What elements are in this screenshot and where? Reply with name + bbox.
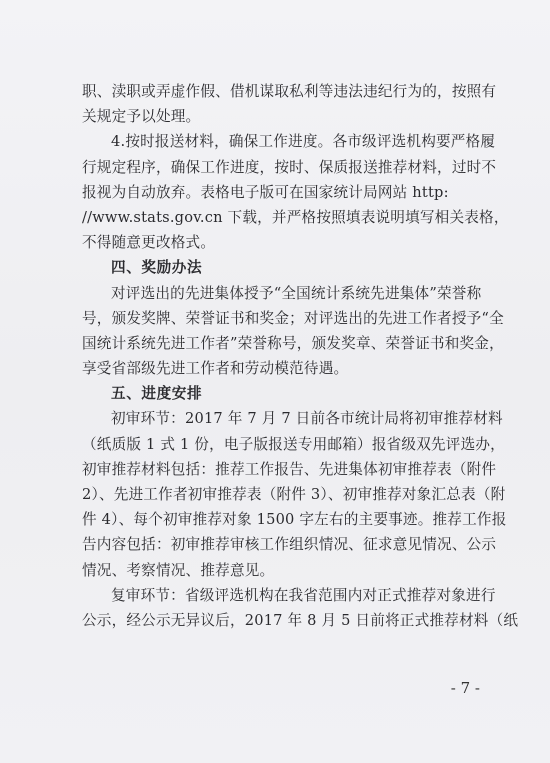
text-line: 件 4）、每个初审推荐对象 1500 字左右的主要事迹。推荐工作报 — [82, 511, 507, 529]
text-line: 职、渎职或弄虚作假、借机谋取私利等违法违纪行为的，按照有 — [82, 83, 497, 100]
text-line: 情况、考察情况、推荐意见。 — [82, 561, 275, 579]
text-line: 享受省部级先进工作者和劳动模范待遇。 — [82, 360, 349, 378]
text-line: 4.按时报送材料，确保工作进度。各市级评选机构要严格履 — [111, 133, 496, 151]
text-line: 初审环节：2017 年 7 月 7 日前各市统计局将初审推荐材料 — [111, 410, 503, 428]
text-line: 国统计系统先进工作者”荣誉称号，颁发奖章、荣誉证书和奖金， — [82, 334, 504, 352]
text-line: //www.stats.gov.cn 下载，并严格按照填表说明填写相关表格， — [82, 208, 509, 226]
text-line: 公示，经公示无异议后，2017 年 8 月 5 日前将正式推荐材料（纸 — [82, 611, 519, 629]
text-line: 告内容包括：初审推荐审核工作组织情况、征求意见情况、公示 — [82, 536, 497, 554]
text-line: 号，颁发奖牌、荣誉证书和奖金；对评选出的先进工作者授予“全 — [82, 309, 504, 327]
text-line: 报视为自动放弃。表格电子版可在国家统计局网站 http: — [82, 183, 449, 201]
text-line: 行规定程序，确保工作进度，按时、保质报送推荐材料，过时不 — [82, 158, 497, 176]
section-heading-schedule: 五、进度安排 — [111, 385, 203, 403]
text-line: 对评选出的先进集体授予“全国统计系统先进集体”荣誉称 — [111, 284, 482, 302]
text-line: （纸质版 1 式 1 份，电子版报送专用邮箱）报省级双先评选办， — [82, 435, 505, 453]
section-heading-rewards: 四、奖励办法 — [111, 259, 203, 277]
text-line: 复审环节：省级评选机构在我省范围内对正式推荐对象进行 — [111, 586, 496, 604]
body-text — [82, 79, 519, 633]
text-line: 2）、先进工作者初审推荐表（附件 3）、初审推荐对象汇总表（附 — [82, 486, 506, 503]
page-number: - 7 - — [450, 679, 480, 697]
text-line: 不得随意更改格式。 — [82, 234, 216, 252]
text-line: 初审推荐材料包括：推荐工作报告、先进集体初审推荐表（附件 — [82, 460, 497, 478]
text-line: 关规定予以处理。 — [82, 108, 201, 126]
